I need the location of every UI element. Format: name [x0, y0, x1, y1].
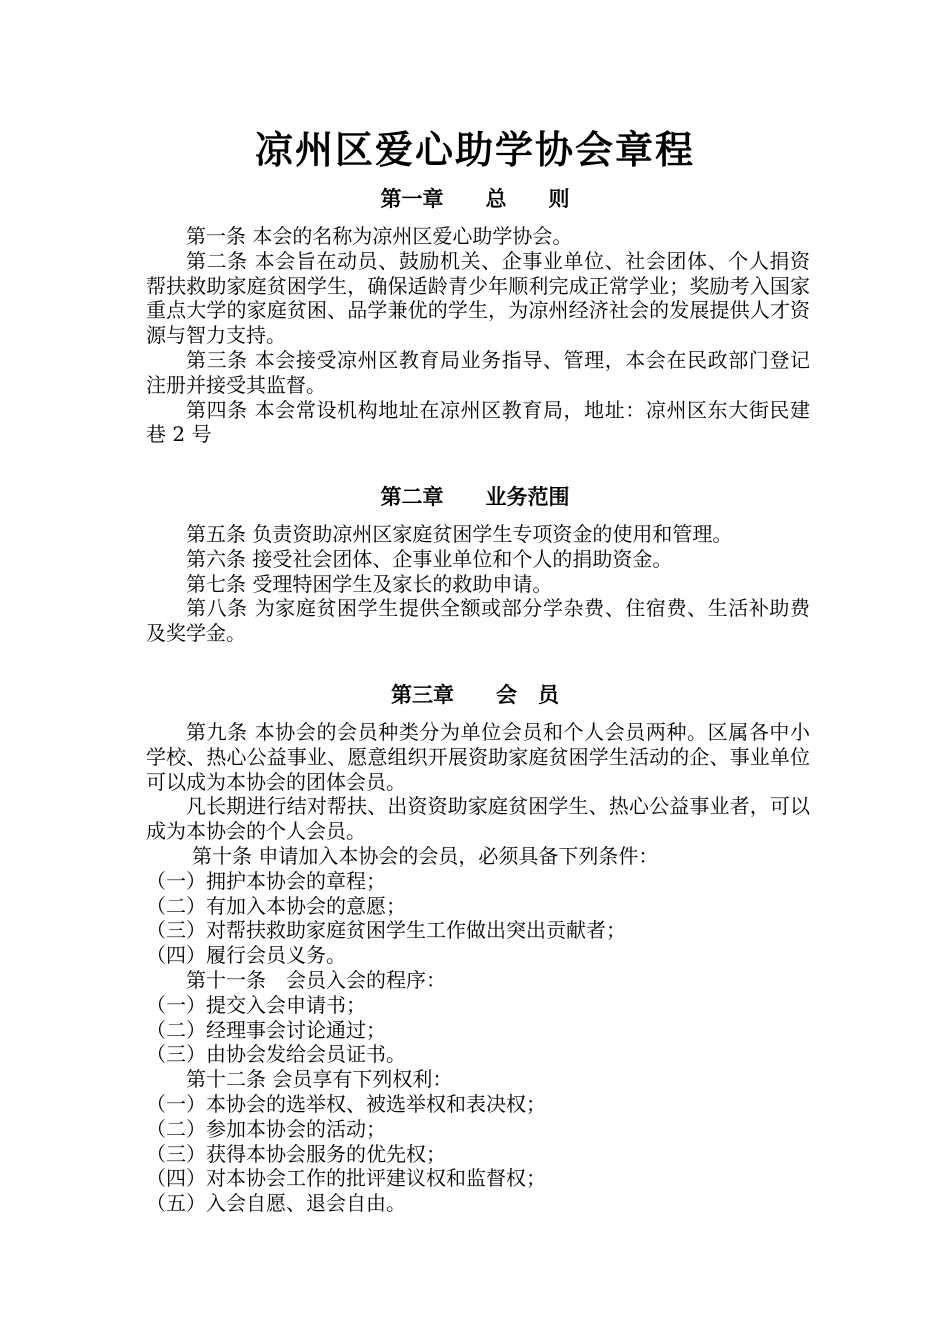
article-5: 第五条 负责资助凉州区家庭贫困学生专项资金的使用和管理。	[186, 522, 733, 546]
article-11-item: （三）由协会发给会员证书。	[146, 1042, 406, 1067]
chapter-3-heading: 第三章 会 员	[391, 682, 559, 707]
article-12-item: （五）入会自愿、退会自由。	[146, 1191, 406, 1216]
article-2: 第二条 本会旨在动员、鼓励机关、企事业单位、社会团体、个人捐资帮扶救助家庭贫困学生，确保适龄青少年顺利完成正常学业；奖励考入国家重点大学的家庭贫困、品学兼优的学生，为凉州经济社会的发展提供人才资源与智力支持。	[146, 248, 810, 348]
article-6: 第六条 接受社会团体、企事业单位和个人的捐助资金。	[186, 546, 673, 571]
article-8: 第八条 为家庭贫困学生提供全额或部分学杂费、住宿费、生活补助费及奖学金。	[146, 596, 810, 646]
article-12-item: （四）对本协会工作的批评建议权和监督权；	[146, 1166, 546, 1191]
chapter-3-body	[146, 720, 810, 1216]
chapter-2-heading: 第二章 业务范围	[380, 484, 570, 509]
article-1: 第一条 本会的名称为凉州区爱心助学协会。	[186, 224, 573, 248]
article-3: 第三条 本会接受凉州区教育局业务指导、管理，本会在民政部门登记注册并接受其监督。	[146, 347, 810, 397]
article-9-individual: 凡长期进行结对帮扶、出资资助家庭贫困学生、热心公益事业者，可以成为本协会的个人会员。	[146, 794, 810, 844]
article-10-item: （四）履行会员义务。	[146, 943, 346, 968]
article-9: 第九条 本协会的会员种类分为单位会员和个人会员两种。区属各中小学校、热心公益事业、愿意组织开展资助家庭贫困学生活动的企、事业单位可以成为本协会的团体会员。	[146, 720, 810, 794]
article-11-item: （一）提交入会申请书；	[146, 992, 366, 1017]
article-11-lead: 第十一条 会员入会的程序：	[186, 967, 446, 992]
article-12-item: （一）本协会的选举权、被选举权和表决权；	[146, 1091, 546, 1116]
article-7: 第七条 受理特困学生及家长的救助申请。	[186, 571, 553, 596]
article-12-lead: 第十二条 会员享有下列权利：	[186, 1067, 453, 1092]
article-10-item: （一）拥护本协会的章程；	[146, 868, 386, 893]
chapter-1-body	[146, 224, 810, 447]
article-4: 第四条 本会常设机构地址在凉州区教育局，地址：凉州区东大街民建巷 2 号	[146, 397, 810, 447]
chapter-1-heading: 第一章 总 则	[380, 186, 570, 211]
article-11-item: （二）经理事会讨论通过；	[146, 1017, 386, 1042]
chapter-2-body	[146, 522, 810, 646]
article-10-item: （三）对帮扶救助家庭贫困学生工作做出突出贡献者；	[146, 918, 626, 943]
article-12-item: （三）获得本协会服务的优先权；	[146, 1141, 446, 1166]
document-title: 凉州区爱心助学协会章程	[254, 127, 695, 172]
article-10-lead: 第十条 申请加入本协会的会员，必须具备下列条件：	[192, 843, 659, 868]
article-10-item: （二）有加入本协会的意愿；	[146, 893, 406, 918]
article-12-item: （二）参加本协会的活动；	[146, 1116, 386, 1141]
